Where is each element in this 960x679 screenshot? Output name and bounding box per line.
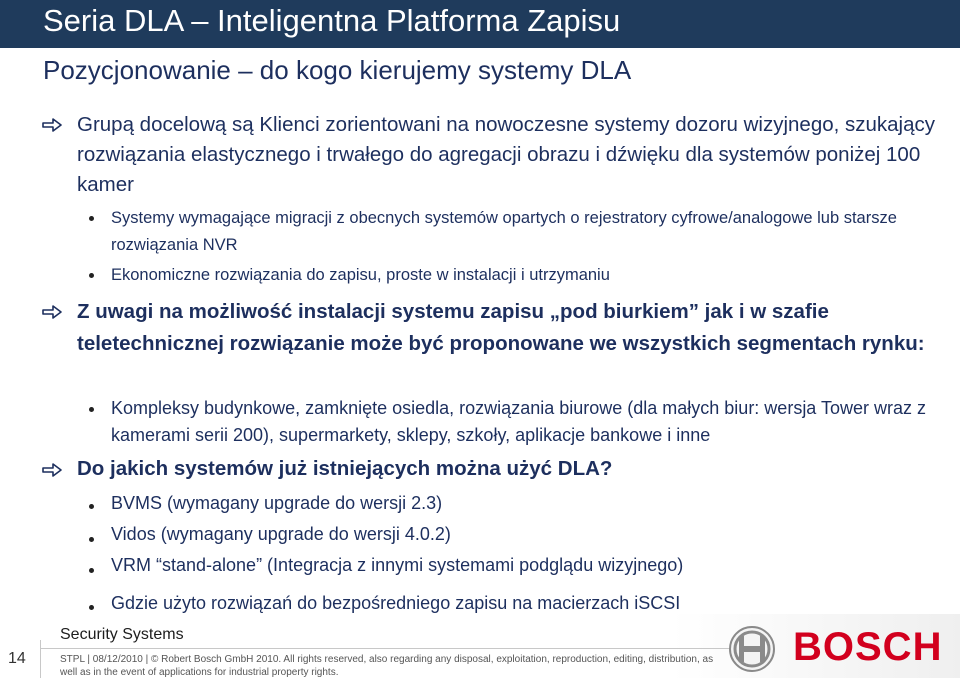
bullet-existing-systems: Do jakich systemów już istniejących można użyć DLA? [77,457,613,480]
bullet-installation: Z uwagi na możliwość instalacji systemu zapisu „pod biurkiem” jak i w szafie teletechnicznej rozwiązanie może być proponowane we wszystkich segmentach rynku: [77,300,925,355]
title-bar [0,0,960,48]
dot-icon [89,273,94,278]
page-title: Seria DLA – Inteligentna Platforma Zapisu [43,3,621,38]
dot-icon [89,504,94,509]
dot-icon [89,216,94,221]
slide-subtitle: Pozycjonowanie – do kogo kierujemy systemy DLA [43,55,632,85]
legal-notice: STPL | 08/12/2010 | © Robert Bosch GmbH 2010. All rights reserved, also regarding any disposal, exploitation, reproduction, editing, distribution, as well as in the event of applications for industrial property rights. [60,654,714,678]
sub-bullet-economic: Ekonomiczne rozwiązania do zapisu, proste w instalacji i utrzymaniu [111,266,610,284]
bullet-target-group: Grupą docelową są Klienci zorientowani na nowoczesne systemy dozoru wizyjnego, szukający rozwiązania elastycznego i trwałego do agregacji obrazu i dźwięku dla systemów poniżej 100 kamer [77,113,936,196]
page-number: 14 [8,650,26,667]
bosch-logo-text: BOSCH [793,625,943,669]
sub-bullet-vidos: Vidos (wymagany upgrade do wersji 4.0.2) [111,524,451,544]
dot-icon [89,568,94,573]
sub-bullet-migration: Systemy wymagające migracji z obecnych systemów opartych o rejestratory cyfrowe/analogowe lub starsze rozwiązania NVR [111,209,897,254]
bosch-armature-icon [728,625,776,673]
sub-bullet-iscsi: Gdzie użyto rozwiązań do bezpośredniego zapisu na macierzach iSCSI [111,593,681,613]
sub-bullet-segments: Kompleksy budynkowe, zamknięte osiedla, rozwiązania biurowe (dla małych biur: wersja Tower wraz z kamerami serii 200), supermarkety, sklepy, szkoły, aplikacje bankowe i inne [111,398,927,445]
sub-bullet-bvms: BVMS (wymagany upgrade do wersji 2.3) [111,493,443,513]
division-name: Security Systems [60,626,184,643]
dot-icon [89,407,94,412]
footer-rule [40,648,730,649]
dot-icon [89,605,94,610]
footer-divider [40,640,41,678]
arrow-right-icon [41,303,63,321]
dot-icon [89,537,94,542]
arrow-right-icon [41,116,63,134]
arrow-right-icon [41,461,63,479]
sub-bullet-vrm: VRM “stand-alone” (Integracja z innymi systemami podglądu wizyjnego) [111,555,684,575]
